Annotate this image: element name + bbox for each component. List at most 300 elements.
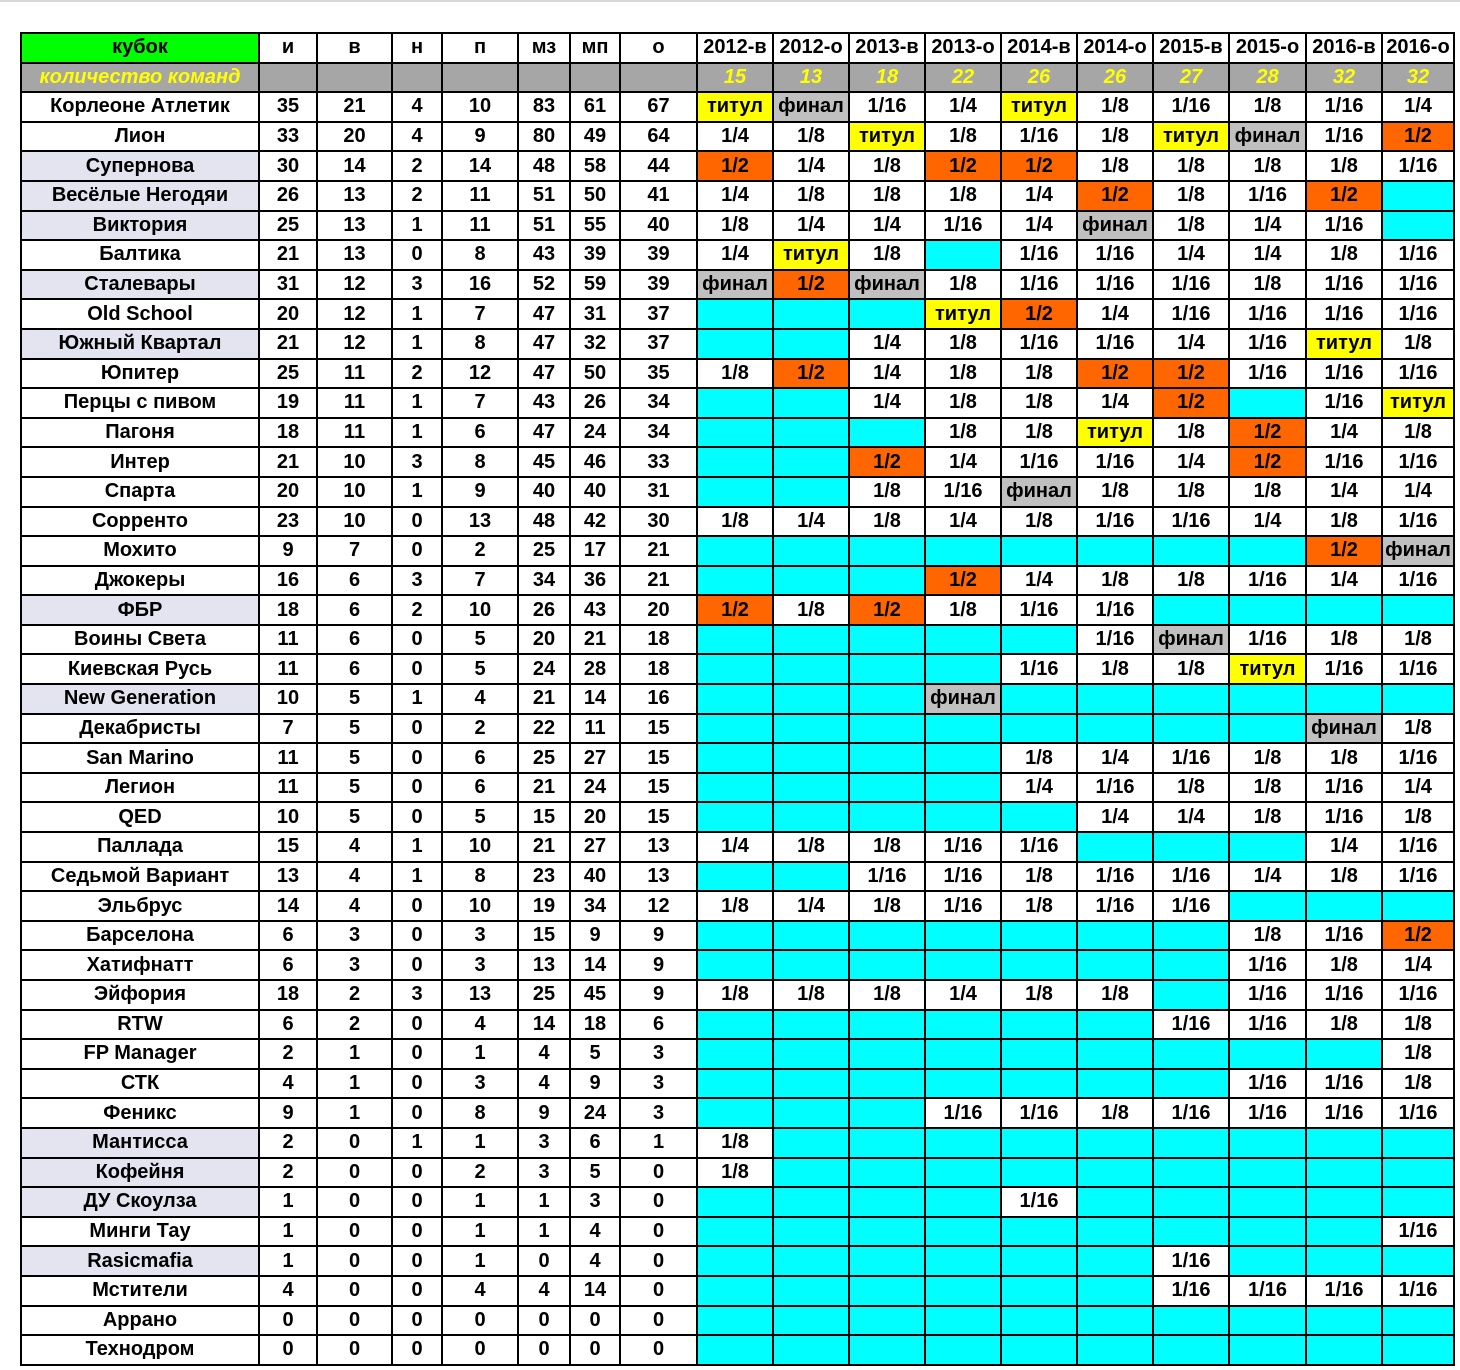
result-cell	[1153, 832, 1229, 862]
result-cell	[1306, 891, 1382, 921]
stat-cell: 23	[259, 507, 317, 537]
result-cell	[849, 1010, 925, 1040]
team-count-blank-2	[392, 63, 442, 93]
result-cell: 1/8	[1077, 477, 1153, 507]
result-cell	[925, 1306, 1001, 1336]
team-name: Декабристы	[21, 714, 259, 744]
stat-cell: 26	[570, 388, 620, 418]
team-name: Кофейня	[21, 1158, 259, 1188]
stat-cell: 37	[620, 329, 697, 359]
result-cell	[1229, 1246, 1306, 1276]
stat-cell: 0	[392, 714, 442, 744]
result-cell: финал	[1382, 536, 1454, 566]
stat-cell: 13	[518, 950, 570, 980]
stat-cell: 22	[518, 714, 570, 744]
result-cell	[697, 1246, 773, 1276]
result-cell: 1/16	[1382, 566, 1454, 596]
result-cell: титул	[773, 240, 849, 270]
result-cell: 1/8	[773, 595, 849, 625]
stat-cell: 9	[620, 921, 697, 951]
result-cell: 1/8	[773, 832, 849, 862]
result-cell: 1/8	[849, 151, 925, 181]
stat-header-0: и	[259, 33, 317, 63]
result-cell: 1/4	[1306, 477, 1382, 507]
stat-cell: 1	[392, 388, 442, 418]
stat-cell: 25	[259, 211, 317, 241]
stat-cell: 1	[442, 1128, 518, 1158]
team-name: Аррано	[21, 1306, 259, 1336]
table-row	[21, 536, 1454, 566]
result-cell	[1229, 1306, 1306, 1336]
stat-cell: 21	[518, 684, 570, 714]
stat-cell: 47	[518, 299, 570, 329]
result-cell: титул	[1001, 92, 1077, 122]
result-cell	[697, 1335, 773, 1365]
team-count-value-3: 22	[925, 63, 1001, 93]
team-name: Сталевары	[21, 270, 259, 300]
result-cell	[773, 566, 849, 596]
result-cell	[697, 536, 773, 566]
result-cell	[1306, 1187, 1382, 1217]
stat-cell: 11	[259, 625, 317, 655]
result-cell: 1/16	[1306, 299, 1382, 329]
result-cell: 1/8	[1382, 1069, 1454, 1099]
stat-cell: 6	[442, 773, 518, 803]
result-cell: 1/8	[925, 359, 1001, 389]
team-name: Лион	[21, 122, 259, 152]
result-cell	[1153, 1306, 1229, 1336]
result-cell: 1/4	[1001, 181, 1077, 211]
result-cell: 1/8	[1382, 625, 1454, 655]
result-cell	[1229, 1187, 1306, 1217]
stat-cell: 0	[518, 1246, 570, 1276]
result-cell: 1/8	[1153, 477, 1229, 507]
result-cell: 1/16	[1229, 950, 1306, 980]
stat-cell: 21	[620, 536, 697, 566]
stat-cell: 10	[442, 595, 518, 625]
result-cell	[1153, 1158, 1229, 1188]
stat-cell: 0	[392, 654, 442, 684]
result-cell: 1/16	[1153, 1098, 1229, 1128]
stat-cell: 12	[317, 299, 392, 329]
result-cell	[1229, 1158, 1306, 1188]
season-header-8: 2016-в	[1306, 33, 1382, 63]
result-cell	[849, 418, 925, 448]
result-cell: 1/8	[1229, 477, 1306, 507]
table-row	[21, 388, 1454, 418]
stat-cell: 0	[620, 1276, 697, 1306]
result-cell	[1382, 1335, 1454, 1365]
team-name: ФБР	[21, 595, 259, 625]
stat-cell: 35	[259, 92, 317, 122]
result-cell	[925, 1158, 1001, 1188]
result-cell: финал	[1229, 122, 1306, 152]
result-cell: 1/4	[697, 240, 773, 270]
result-cell: 1/16	[1153, 507, 1229, 537]
result-cell	[1229, 891, 1306, 921]
stat-cell: 5	[317, 684, 392, 714]
result-cell	[849, 299, 925, 329]
stat-cell: 1	[392, 418, 442, 448]
result-cell	[1382, 1158, 1454, 1188]
result-cell	[1077, 1010, 1153, 1040]
table-row	[21, 714, 1454, 744]
result-cell: 1/2	[1153, 359, 1229, 389]
result-cell	[1382, 1128, 1454, 1158]
stat-cell: 46	[570, 447, 620, 477]
result-cell: 1/8	[925, 181, 1001, 211]
stat-cell: 4	[570, 1246, 620, 1276]
stat-cell: 0	[259, 1306, 317, 1336]
result-cell: 1/16	[925, 211, 1001, 241]
stat-cell: 4	[317, 832, 392, 862]
stat-cell: 39	[620, 270, 697, 300]
table-row	[21, 299, 1454, 329]
stat-cell: 5	[317, 714, 392, 744]
result-cell	[773, 921, 849, 951]
stat-cell: 11	[259, 743, 317, 773]
result-cell: 1/4	[773, 507, 849, 537]
result-cell: 1/16	[1382, 1217, 1454, 1247]
stat-cell: 1	[620, 1128, 697, 1158]
stat-cell: 58	[570, 151, 620, 181]
result-cell	[1229, 1335, 1306, 1365]
stat-cell: 50	[570, 181, 620, 211]
result-cell: финал	[849, 270, 925, 300]
result-cell	[1001, 1010, 1077, 1040]
result-cell: 1/8	[697, 1158, 773, 1188]
team-name: Супернова	[21, 151, 259, 181]
result-cell	[1382, 181, 1454, 211]
result-cell: 1/4	[1306, 832, 1382, 862]
stat-cell: 21	[317, 92, 392, 122]
table-row	[21, 418, 1454, 448]
stat-cell: 34	[570, 891, 620, 921]
result-cell	[697, 329, 773, 359]
stat-cell: 3	[442, 1069, 518, 1099]
result-cell: 1/4	[849, 211, 925, 241]
table-row	[21, 181, 1454, 211]
result-cell	[849, 1306, 925, 1336]
stat-cell: 26	[518, 595, 570, 625]
stat-cell: 7	[442, 299, 518, 329]
result-cell	[1306, 1158, 1382, 1188]
result-cell	[1306, 1246, 1382, 1276]
result-cell	[1229, 595, 1306, 625]
stat-cell: 0	[392, 743, 442, 773]
result-cell: 1/16	[1153, 1010, 1229, 1040]
result-cell: 1/16	[925, 862, 1001, 892]
result-cell: 1/16	[1001, 832, 1077, 862]
stat-cell: 9	[518, 1098, 570, 1128]
stat-cell: 4	[259, 1069, 317, 1099]
result-cell	[1001, 1246, 1077, 1276]
stat-cell: 17	[570, 536, 620, 566]
stat-cell: 15	[620, 802, 697, 832]
stat-cell: 18	[620, 625, 697, 655]
team-name: QED	[21, 802, 259, 832]
stat-cell: 15	[259, 832, 317, 862]
result-cell	[1001, 1217, 1077, 1247]
stat-cell: 18	[259, 595, 317, 625]
result-cell: 1/8	[1382, 1010, 1454, 1040]
result-cell: 1/8	[1153, 181, 1229, 211]
stat-cell: 3	[392, 980, 442, 1010]
result-cell: 1/16	[1001, 447, 1077, 477]
result-cell: 1/2	[1077, 181, 1153, 211]
result-cell: 1/8	[1001, 418, 1077, 448]
result-cell	[1153, 1217, 1229, 1247]
result-cell: 1/8	[1229, 270, 1306, 300]
result-cell: 1/8	[1229, 743, 1306, 773]
stat-cell: 5	[442, 802, 518, 832]
result-cell	[925, 1128, 1001, 1158]
result-cell: 1/16	[1229, 1098, 1306, 1128]
stat-cell: 40	[570, 477, 620, 507]
result-cell: 1/8	[925, 122, 1001, 152]
result-cell: 1/16	[1382, 1276, 1454, 1306]
result-cell: 1/8	[1306, 507, 1382, 537]
result-cell: 1/4	[1229, 507, 1306, 537]
result-cell: 1/4	[1077, 388, 1153, 418]
result-cell	[1077, 714, 1153, 744]
result-cell	[773, 1246, 849, 1276]
stat-cell: 0	[570, 1335, 620, 1365]
result-cell: 1/8	[773, 122, 849, 152]
result-cell: 1/8	[1382, 802, 1454, 832]
result-cell: 1/16	[1153, 891, 1229, 921]
result-cell	[1153, 1335, 1229, 1365]
table-row	[21, 921, 1454, 951]
table-row	[21, 684, 1454, 714]
result-cell: 1/2	[849, 447, 925, 477]
result-cell: 1/16	[1229, 1276, 1306, 1306]
result-cell	[1229, 1128, 1306, 1158]
result-cell	[697, 477, 773, 507]
stat-cell: 14	[518, 1010, 570, 1040]
season-header-7: 2015-о	[1229, 33, 1306, 63]
result-cell	[773, 1276, 849, 1306]
team-count-blank-3	[442, 63, 518, 93]
team-name: Пагоня	[21, 418, 259, 448]
result-cell: 1/16	[1382, 654, 1454, 684]
stat-cell: 18	[259, 418, 317, 448]
stat-cell: 61	[570, 92, 620, 122]
stat-cell: 34	[518, 566, 570, 596]
stat-cell: 0	[392, 950, 442, 980]
result-cell: 1/8	[849, 980, 925, 1010]
result-cell: 1/16	[1306, 773, 1382, 803]
stat-cell: 15	[518, 921, 570, 951]
stat-cell: 18	[570, 1010, 620, 1040]
result-cell: 1/4	[849, 388, 925, 418]
result-cell: финал	[1306, 714, 1382, 744]
stat-cell: 0	[392, 1335, 442, 1365]
stat-cell: 6	[442, 743, 518, 773]
team-name: RTW	[21, 1010, 259, 1040]
stat-cell: 8	[442, 447, 518, 477]
stat-cell: 0	[317, 1128, 392, 1158]
team-count-value-7: 28	[1229, 63, 1306, 93]
table-row	[21, 92, 1454, 122]
stat-cell: 30	[620, 507, 697, 537]
header-row	[21, 33, 1454, 63]
stat-cell: 9	[259, 1098, 317, 1128]
stat-cell: 24	[570, 418, 620, 448]
result-cell	[849, 1335, 925, 1365]
team-name: FP Manager	[21, 1039, 259, 1069]
stat-cell: 52	[518, 270, 570, 300]
table-row	[21, 359, 1454, 389]
result-cell: 1/2	[1382, 122, 1454, 152]
result-cell	[697, 299, 773, 329]
result-cell: 1/16	[1382, 299, 1454, 329]
stat-cell: 49	[570, 122, 620, 152]
team-name: Феникс	[21, 1098, 259, 1128]
stat-cell: 18	[620, 654, 697, 684]
stat-cell: 11	[317, 418, 392, 448]
result-cell: 1/8	[697, 891, 773, 921]
table-row	[21, 1158, 1454, 1188]
result-cell	[1382, 1306, 1454, 1336]
stat-cell: 0	[442, 1306, 518, 1336]
stat-cell: 3	[620, 1098, 697, 1128]
result-cell: 1/8	[1382, 329, 1454, 359]
team-name: Хатифнатт	[21, 950, 259, 980]
stat-cell: 59	[570, 270, 620, 300]
result-cell	[1001, 625, 1077, 655]
cup-statistics-table	[20, 32, 1455, 1366]
table-row	[21, 1010, 1454, 1040]
table-row	[21, 595, 1454, 625]
result-cell	[1001, 921, 1077, 951]
result-cell: 1/16	[1001, 270, 1077, 300]
stat-cell: 34	[620, 388, 697, 418]
stat-cell: 15	[518, 802, 570, 832]
table-row	[21, 1098, 1454, 1128]
stat-cell: 10	[259, 802, 317, 832]
result-cell: 1/4	[1153, 329, 1229, 359]
result-cell	[773, 950, 849, 980]
result-cell: 1/8	[697, 1128, 773, 1158]
result-cell	[925, 921, 1001, 951]
stat-header-1: в	[317, 33, 392, 63]
result-cell	[1077, 1306, 1153, 1336]
table-row	[21, 625, 1454, 655]
result-cell: 1/2	[1153, 388, 1229, 418]
table-row	[21, 1306, 1454, 1336]
result-cell	[925, 950, 1001, 980]
stat-cell: 6	[570, 1128, 620, 1158]
result-cell	[697, 802, 773, 832]
result-cell: 1/16	[1382, 359, 1454, 389]
stat-cell: 1	[392, 329, 442, 359]
stat-cell: 28	[570, 654, 620, 684]
stat-cell: 14	[570, 950, 620, 980]
season-header-6: 2015-в	[1153, 33, 1229, 63]
result-cell: 1/4	[925, 507, 1001, 537]
team-name: Перцы с пивом	[21, 388, 259, 418]
table-row	[21, 122, 1454, 152]
team-count-value-2: 18	[849, 63, 925, 93]
result-cell: 1/16	[1229, 566, 1306, 596]
stat-cell: 0	[392, 240, 442, 270]
team-name: ДУ Скоулза	[21, 1187, 259, 1217]
stat-cell: 0	[317, 1335, 392, 1365]
stat-cell: 33	[259, 122, 317, 152]
stat-cell: 4	[518, 1069, 570, 1099]
stat-cell: 0	[259, 1335, 317, 1365]
stat-cell: 3	[620, 1069, 697, 1099]
result-cell: 1/16	[1153, 862, 1229, 892]
result-cell: 1/8	[849, 891, 925, 921]
stat-cell: 13	[620, 832, 697, 862]
stat-cell: 1	[518, 1217, 570, 1247]
stat-cell: 14	[570, 684, 620, 714]
result-cell: 1/8	[1153, 566, 1229, 596]
result-cell	[1153, 980, 1229, 1010]
result-cell	[849, 714, 925, 744]
stat-header-2: н	[392, 33, 442, 63]
result-cell: 1/16	[1001, 595, 1077, 625]
stat-cell: 4	[392, 92, 442, 122]
result-cell: 1/8	[1001, 862, 1077, 892]
stat-cell: 39	[570, 240, 620, 270]
result-cell	[1229, 536, 1306, 566]
result-cell: 1/4	[925, 447, 1001, 477]
stat-cell: 0	[392, 773, 442, 803]
result-cell	[697, 1069, 773, 1099]
stat-cell: 6	[259, 1010, 317, 1040]
stat-cell: 0	[392, 1098, 442, 1128]
result-cell	[1153, 714, 1229, 744]
result-cell	[1001, 684, 1077, 714]
stat-cell: 0	[392, 802, 442, 832]
stat-cell: 0	[442, 1335, 518, 1365]
team-count-value-8: 32	[1306, 63, 1382, 93]
result-cell: 1/4	[1229, 862, 1306, 892]
result-cell	[697, 1276, 773, 1306]
result-cell: 1/16	[1153, 270, 1229, 300]
stat-cell: 0	[620, 1246, 697, 1276]
stat-cell: 3	[392, 447, 442, 477]
result-cell	[697, 447, 773, 477]
stat-cell: 11	[317, 359, 392, 389]
stat-cell: 25	[518, 536, 570, 566]
stat-cell: 0	[392, 507, 442, 537]
result-cell: 1/8	[849, 832, 925, 862]
result-cell	[1001, 536, 1077, 566]
team-count-blank-5	[570, 63, 620, 93]
stat-cell: 9	[620, 950, 697, 980]
result-cell: 1/8	[1306, 625, 1382, 655]
table-row	[21, 980, 1454, 1010]
result-cell	[697, 1187, 773, 1217]
stat-cell: 0	[317, 1187, 392, 1217]
stat-cell: 1	[392, 684, 442, 714]
result-cell	[849, 1217, 925, 1247]
result-cell: 1/16	[849, 862, 925, 892]
stat-cell: 14	[317, 151, 392, 181]
stat-cell: 30	[259, 151, 317, 181]
season-header-4: 2014-в	[1001, 33, 1077, 63]
team-count-value-0: 15	[697, 63, 773, 93]
stat-cell: 43	[570, 595, 620, 625]
stat-cell: 16	[620, 684, 697, 714]
stat-cell: 1	[317, 1069, 392, 1099]
result-cell: финал	[925, 684, 1001, 714]
cup-label: кубок	[21, 33, 259, 63]
